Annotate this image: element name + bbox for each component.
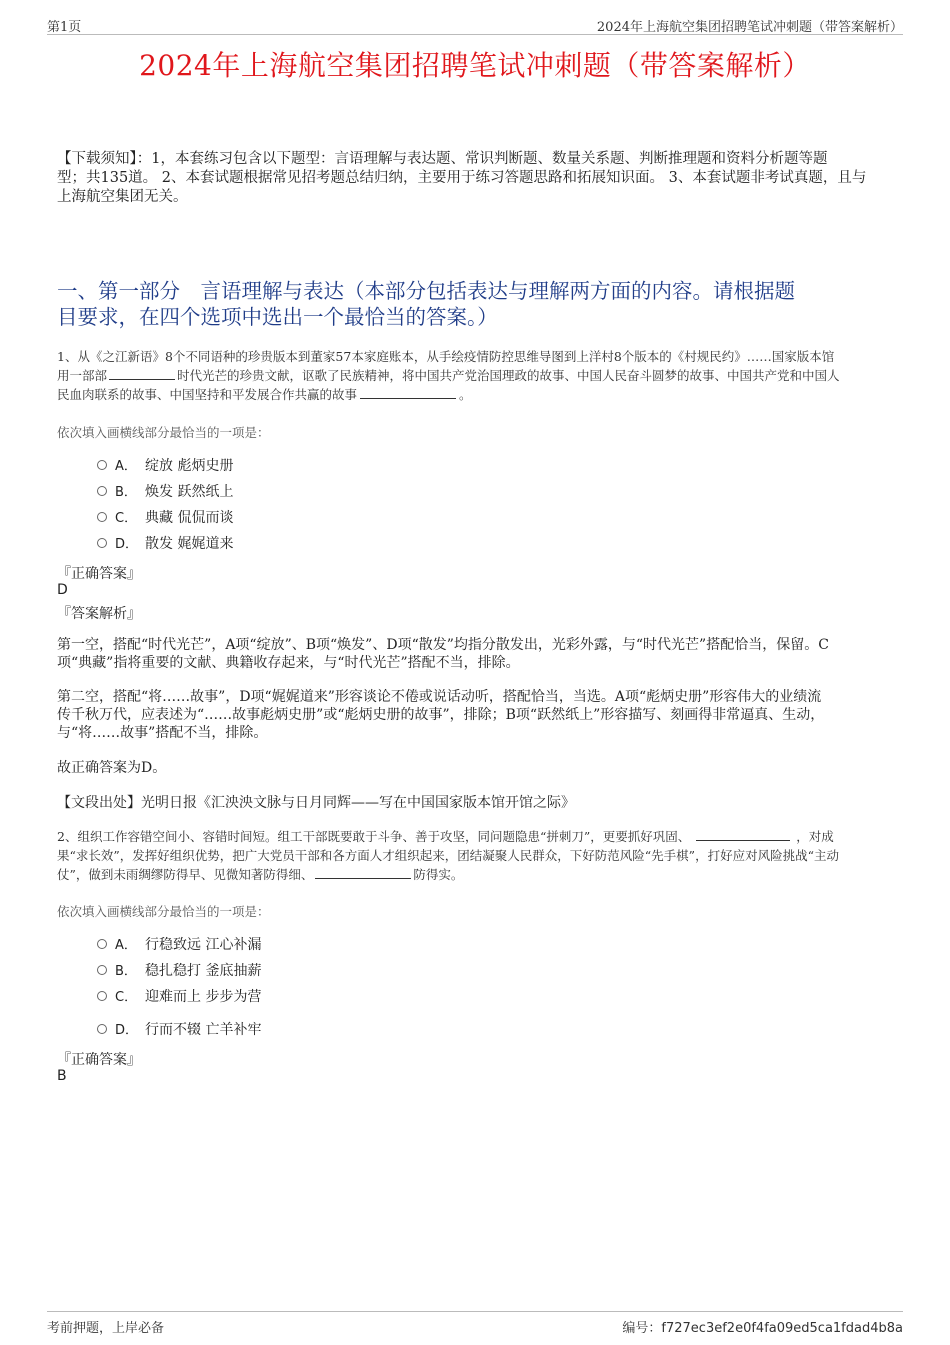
- question-text: 仗”，做到未雨绸缪防得早、见微知著防得细、: [57, 867, 314, 882]
- option-letter: A．: [115, 938, 137, 953]
- option-letter: D．: [115, 537, 139, 552]
- footer-slogan: 考前押题，上岸必备: [47, 1321, 165, 1336]
- radio-icon[interactable]: [97, 460, 107, 470]
- question-line: [57, 827, 889, 846]
- q2-answer-label: 『正确答案』: [57, 1052, 141, 1068]
- option-letter: C．: [115, 511, 138, 526]
- answer-blank-1: [696, 828, 790, 841]
- answer-blank-2: [315, 866, 411, 879]
- analysis-line: 第一空，搭配“时代光芒”，A项“绽放”、B项“焕发”、D项“散发”均指分散发出，光彩外露，与“时代光芒”搭配恰当，保留。C: [57, 637, 829, 653]
- question-text: 时代光芒的珍贵文献，讴歌了民族精神，将中国共产党治国理政的故事、中国人民奋斗圆梦的故事、中国共产党和中国人: [177, 368, 840, 383]
- q1-answer-label: 『正确答案』: [57, 566, 141, 582]
- q1-option-b[interactable]: [97, 482, 233, 502]
- answer-blank-1: [109, 367, 175, 380]
- q1-answer: D: [57, 582, 68, 598]
- radio-icon[interactable]: [97, 991, 107, 1001]
- question-text: 用一部部: [57, 368, 108, 383]
- option-text: 稳扎稳打 釜底抽薪: [145, 963, 262, 979]
- question-text: 防得实。: [413, 867, 464, 882]
- analysis-line: 项“典藏”指将重要的文献、典籍收存起来，与“时代光芒”搭配不当，排除。: [57, 655, 520, 671]
- q1-option-c[interactable]: [97, 508, 233, 528]
- radio-icon[interactable]: [97, 512, 107, 522]
- footer-code: [622, 1317, 903, 1336]
- question-text: 民血肉联系的故事、中国坚持和平发展合作共赢的故事: [57, 387, 358, 402]
- question-line: 果“求长效”，发挥好组织优势，把广大党员干部和各方面人才组织起来，团结凝聚人民群众，下好防范风险“先手棋”，打好应对风险挑战“主动: [57, 848, 839, 863]
- option-text: 迎难而上 步步为营: [145, 989, 262, 1005]
- question-line: [57, 865, 889, 884]
- question-2-prompt: 依次填入画横线部分最恰当的一项是：: [57, 904, 270, 919]
- question-line: [57, 385, 889, 404]
- radio-icon[interactable]: [97, 965, 107, 975]
- question-line: [57, 366, 889, 385]
- q2-option-c[interactable]: [97, 987, 261, 1007]
- q2-option-b[interactable]: [97, 961, 261, 981]
- page-number: 第1页: [47, 20, 82, 35]
- page-footer: [47, 1311, 903, 1334]
- answer-blank-2: [360, 386, 456, 399]
- footer-code-label: 编号：: [622, 1321, 662, 1336]
- q1-source: 【文段出处】光明日报《汇泱泱文脉与日月同辉——写在中国国家版本馆开馆之际》: [57, 795, 575, 811]
- download-notice: [57, 150, 899, 207]
- analysis-line: 传千秋万代，应表述为“……故事彪炳史册”或“彪炳史册的故事”，排除；B项“跃然纸上”形容描写、刻画得非常逼真、生动，: [57, 707, 825, 723]
- radio-icon[interactable]: [97, 538, 107, 548]
- radio-icon[interactable]: [97, 939, 107, 949]
- option-text: 焕发 跃然纸上: [145, 484, 234, 500]
- option-text: 典藏 侃侃而谈: [145, 510, 234, 526]
- question-1-prompt: 依次填入画横线部分最恰当的一项是：: [57, 425, 270, 440]
- q2-option-a[interactable]: [97, 935, 261, 955]
- question-text: ，对成: [796, 829, 834, 844]
- option-text: 行而不辍 亡羊补牢: [145, 1022, 262, 1038]
- question-2-stem: [57, 827, 889, 884]
- q1-option-d[interactable]: [97, 534, 233, 554]
- option-letter: B．: [115, 485, 137, 500]
- notice-line: 【下载须知】：1，本套练习包含以下题型：言语理解与表达题、常识判断题、数量关系题、判断推理题和资料分析题等题: [57, 151, 828, 167]
- question-line: 1、从《之江新语》8个不同语种的珍贵版本到董家57本家庭账本，从手绘疫情防控思维导图到上洋村8个版本的《村规民约》……国家版本馆: [57, 349, 835, 364]
- footer-code-value: f727ec3ef2e0f4fa09ed5ca1fdad4b8a: [661, 1321, 903, 1336]
- question-text: 2、组织工作容错空间小、容错时间短。组工干部既要敢于斗争、善于攻坚，同问题隐患“拼刺刀”，更要抓好巩固、: [57, 829, 691, 844]
- q1-conclusion: 故正确答案为D。: [57, 760, 167, 776]
- q2-answer: B: [57, 1068, 67, 1084]
- document-title: 2024年上海航空集团招聘笔试冲刺题（带答案解析）: [139, 49, 811, 82]
- section-heading-line: 一、第一部分 言语理解与表达（本部分包括表达与理解两方面的内容。请根据题: [57, 279, 795, 303]
- notice-line: 型；共135道。 2、本套试题根据常见招考题总结归纳，主要用于练习答题思路和拓展知识面。 3、本套试题非考试真题，且与: [57, 170, 867, 186]
- q1-analysis-label: 『答案解析』: [57, 606, 141, 622]
- page-header: [47, 14, 903, 35]
- section-heading-line: 目要求，在四个选项中选出一个最恰当的答案。）: [57, 305, 498, 329]
- option-letter: A．: [115, 459, 137, 474]
- option-letter: C．: [115, 990, 138, 1005]
- radio-icon[interactable]: [97, 486, 107, 496]
- notice-line: 上海航空集团无关。: [57, 189, 188, 205]
- question-text: 。: [459, 387, 472, 402]
- q1-analysis-paragraph-2: [57, 688, 892, 742]
- q1-option-a[interactable]: [97, 456, 233, 476]
- q2-option-d[interactable]: [97, 1020, 261, 1040]
- radio-icon[interactable]: [97, 1024, 107, 1034]
- section-heading: [57, 278, 899, 330]
- option-text: 行稳致远 江心补漏: [145, 937, 262, 953]
- option-text: 绽放 彪炳史册: [145, 458, 234, 474]
- question-1-stem: [57, 347, 889, 404]
- option-letter: B．: [115, 964, 137, 979]
- header-doc-title: 2024年上海航空集团招聘笔试冲刺题（带答案解析）: [596, 20, 903, 35]
- q1-analysis-paragraph-1: [57, 636, 892, 672]
- option-text: 散发 娓娓道来: [145, 536, 234, 552]
- analysis-line: 第二空，搭配“将……故事”，D项“娓娓道来”形容谈论不倦或说话动听，搭配恰当，当选。A项“彪炳史册”形容伟大的业绩流: [57, 689, 822, 705]
- analysis-line: 与“将……故事”搭配不当，排除。: [57, 725, 268, 741]
- option-letter: D．: [115, 1023, 139, 1038]
